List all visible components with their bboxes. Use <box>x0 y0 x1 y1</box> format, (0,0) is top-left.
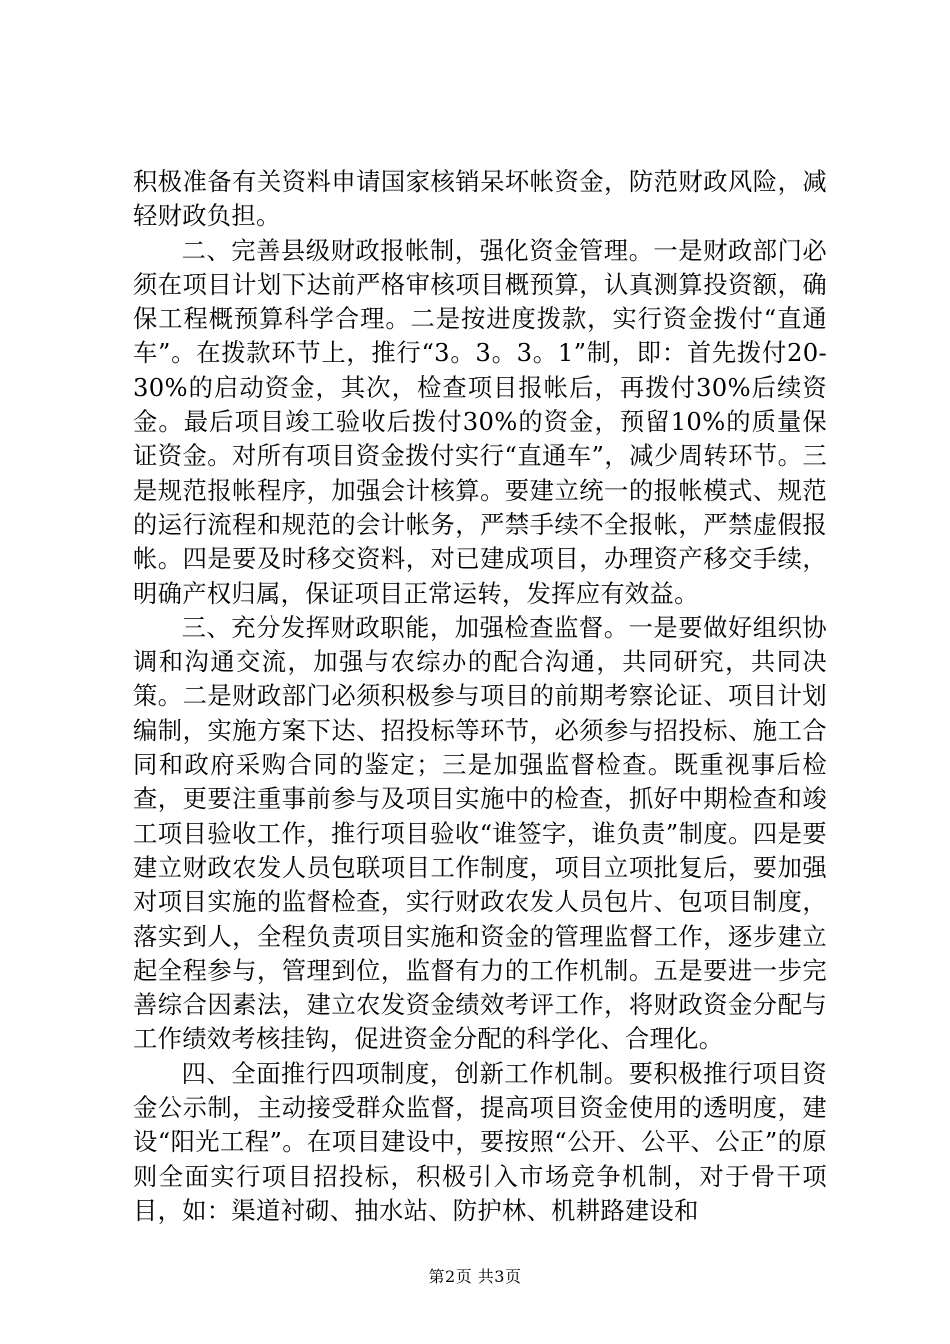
paragraph-continuation: 积极准备有关资料申请国家核销呆坏帐资金，防范财政风险，减轻财政负担。 <box>133 167 827 231</box>
paragraph-section-2: 二、完善县级财政报帐制，强化资金管理。一是财政部门必须在项目计划下达前严格审核项目概预算，认真测算投资额，确保工程概预算科学合理。二是按进度拨款，实行资金拨付“直通车”。在拨款环节上，推行“3。3。3。1”制，即：首先拨付20-30%的启动资金，其次，检查项目报帐后，再拨付30%后续资金。最后项目竣工验收后拨付30%的资金，预留10%的质量保证资金。对所有项目资金拨付实行“直通车”，减少周转环节。三是规范报帐程序，加强会计核算。要建立统一的报帐模式、规范的运行流程和规范的会计帐务，严禁手续不全报帐，严禁虚假报帐。四是要及时移交资料，对已建成项目，办理资产移交手续，明确产权归属，保证项目正常运转，发挥应有效益。 <box>133 235 827 608</box>
paragraph-section-3: 三、充分发挥财政职能，加强检查监督。一是要做好组织协调和沟通交流，加强与农综办的配合沟通，共同研究，共同决策。二是财政部门必须积极参与项目的前期考察论证、项目计划编制，实施方案下达、招投标等环节，必须参与招投标、施工合同和政府采购合同的鉴定；三是加强监督检查。既重视事后检查，更要注重事前参与及项目实施中的检查，抓好中期检查和竣工项目验收工作，推行项目验收“谁签字，谁负责”制度。四是要建立财政农发人员包联项目工作制度，项目立项批复后，要加强对项目实施的监督检查，实行财政农发人员包片、包项目制度，落实到人，全程负责项目实施和资金的管理监督工作，逐步建立起全程参与，管理到位，监督有力的工作机制。五是要进一步完善综合因素法，建立农发资金绩效考评工作，将财政资金分配与工作绩效考核挂钩，促进资金分配的科学化、合理化。 <box>133 612 827 1054</box>
paragraph-section-4: 四、全面推行四项制度，创新工作机制。要积极推行项目资金公示制，主动接受群众监督，提高项目资金使用的透明度，建设“阳光工程”。在项目建设中，要按照“公开、公平、公正”的原则全面实行项目招投标，积极引入市场竞争机制，对于骨干项目，如：渠道衬砌、抽水站、防护林、机耕路建设和 <box>133 1058 827 1225</box>
document-body <box>133 165 827 1228</box>
page-number-footer: 第2页 共3页 <box>428 1267 522 1286</box>
